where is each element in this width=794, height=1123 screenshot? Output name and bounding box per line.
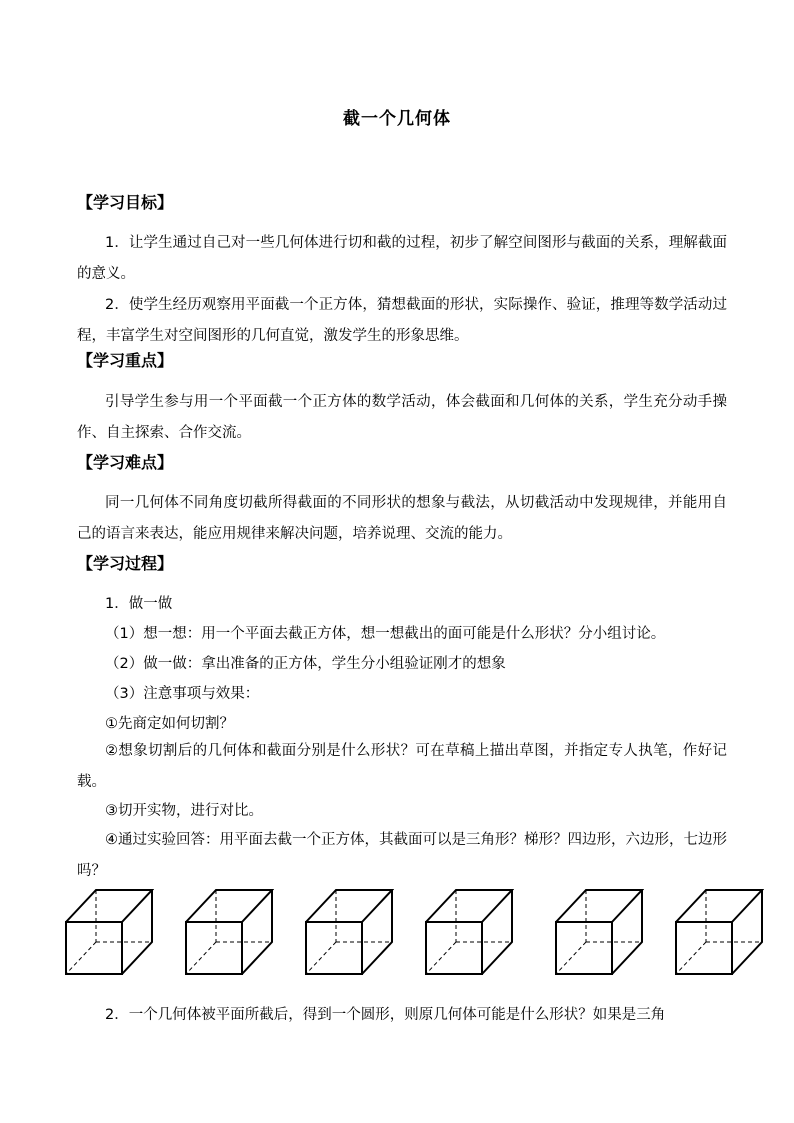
section-heading-objectives: 【学习目标】 (77, 193, 174, 212)
page-title: 截一个几何体 (343, 109, 451, 129)
section-heading-process: 【学习过程】 (77, 554, 174, 573)
cube-wireframe-icon (304, 886, 394, 978)
cube-wireframe-icon (554, 886, 644, 978)
cube-wireframe-icon (424, 886, 514, 978)
process-sub-2: （2）做一做：拿出准备的正方体，学生分小组验证刚才的想象 (105, 656, 506, 672)
objectives-paragraph-1: 1．让学生通过自己对一些几何体进行切和截的过程，初步了解空间图形与截面的关系，理解截面的意义。 (77, 235, 727, 282)
process-step-2: 2．一个几何体被平面所截后，得到一个圆形，则原几何体可能是什么形状？如果是三角 (105, 1007, 666, 1023)
cube-figure-row (60, 886, 770, 978)
process-step-1: 1．做一做 (105, 596, 173, 612)
process-item-4: ④通过实验回答：用平面去截一个正方体，其截面可以是三角形？梯形？四边形，六边形，七边形吗？ (77, 832, 727, 879)
process-item-2: ②想象切割后的几何体和截面分别是什么形状？可在草稿上描出草图，并指定专人执笔，作好记载。 (77, 743, 727, 790)
process-item-1: ①先商定如何切割？ (105, 716, 234, 732)
process-sub-3: （3）注意事项与效果： (105, 686, 260, 702)
cube-wireframe-icon (674, 886, 764, 978)
cube-wireframe-icon (64, 886, 154, 978)
objectives-paragraph-2: 2．使学生经历观察用平面截一个正方体，猜想截面的形状，实际操作、验证，推理等数学活动过程，丰富学生对空间图形的几何直觉，激发学生的形象思维。 (77, 297, 727, 344)
section-heading-key-points: 【学习重点】 (77, 351, 174, 370)
key-points-paragraph: 引导学生参与用一个平面截一个正方体的数学活动，体会截面和几何体的关系，学生充分动手操作、自主探索、合作交流。 (77, 394, 727, 441)
process-sub-1: （1）想一想：用一个平面去截正方体，想一想截出的面可能是什么形状？分小组讨论。 (105, 626, 666, 642)
process-item-3: ③切开实物，进行对比。 (105, 803, 263, 819)
cube-wireframe-icon (184, 886, 274, 978)
difficulties-paragraph: 同一几何体不同角度切截所得截面的不同形状的想象与截法，从切截活动中发现规律，并能用自己的语言来表达，能应用规律来解决问题，培养说理、交流的能力。 (77, 495, 727, 542)
section-heading-difficulties: 【学习难点】 (77, 453, 174, 472)
